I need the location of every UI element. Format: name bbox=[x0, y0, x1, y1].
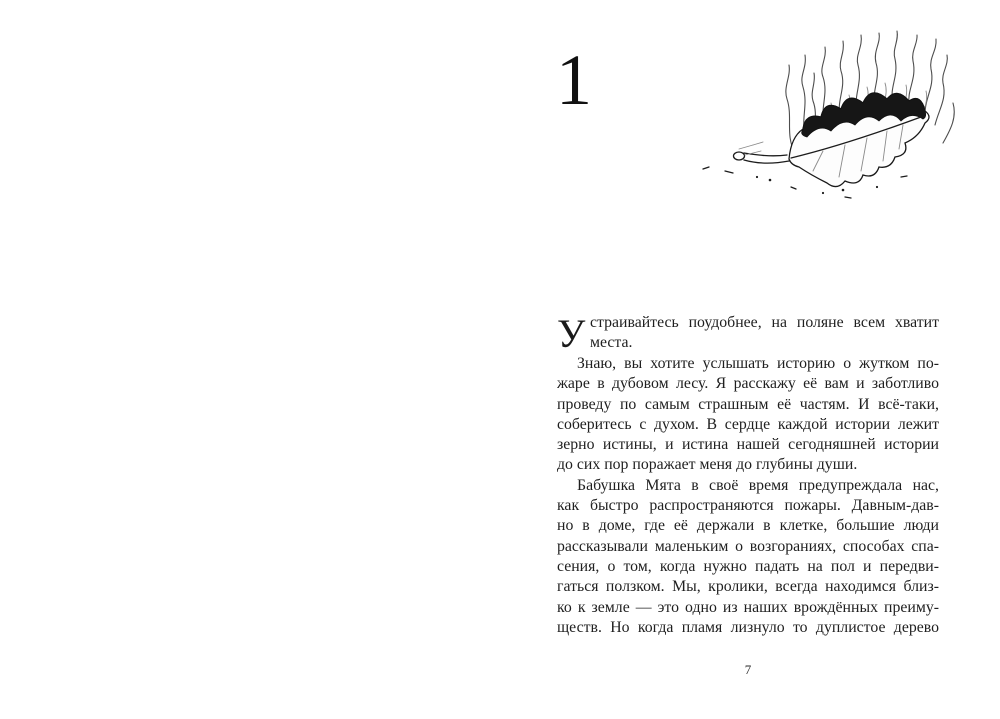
paragraph bbox=[557, 354, 939, 476]
drop-cap-lines bbox=[590, 313, 939, 354]
text-line: рассказывали маленьким о возгораниях, способах спа- bbox=[557, 537, 939, 555]
text-line: до сих пор поражает меня до глубины души. bbox=[557, 456, 858, 474]
text-line: ществ. Но когда пламя лизнуло то дуплистое дерево bbox=[557, 618, 939, 636]
text-line: но в доме, где её держали в клетке, большие люди bbox=[557, 517, 939, 535]
paragraph-opening bbox=[557, 313, 939, 354]
text-line: жаре в дубовом лесу. Я расскажу её вам и заботливо bbox=[557, 375, 939, 393]
chapter-text bbox=[557, 313, 939, 638]
drop-cap-letter: У bbox=[557, 311, 586, 356]
text-line: гаться ползком. Мы, кролики, всегда находимся близ- bbox=[557, 578, 939, 596]
text-line: сения, о том, когда нужно падать на пол и передви- bbox=[557, 557, 939, 575]
text-line: соберитесь с духом. В сердце каждой истории лежит bbox=[557, 415, 939, 433]
page-number: 7 bbox=[744, 662, 752, 677]
text-line: ко к земле — это одно из наших врождённых преиму- bbox=[557, 598, 939, 616]
text-line: зерно истины, и истина нашей сегодняшней истории bbox=[557, 436, 939, 454]
chapter-number: 1 bbox=[556, 40, 592, 120]
paragraph bbox=[557, 476, 939, 638]
text-line: Знаю, вы хотите услышать историю о жутком по- bbox=[577, 355, 939, 372]
text-line: Бабушка Мята в своё время предупреждала нас, bbox=[577, 476, 939, 494]
text-line: проведу по самым страшным её частям. И всё-таки, bbox=[557, 395, 939, 413]
burning-leaf-illustration bbox=[695, 25, 965, 215]
page-right bbox=[500, 0, 1000, 719]
text-line: как быстро распространяются пожары. Давным-дав- bbox=[557, 497, 939, 515]
text-line: страивайтесь поудобнее, на поляне всем хватит bbox=[590, 314, 939, 331]
text-line: места. bbox=[590, 334, 633, 352]
